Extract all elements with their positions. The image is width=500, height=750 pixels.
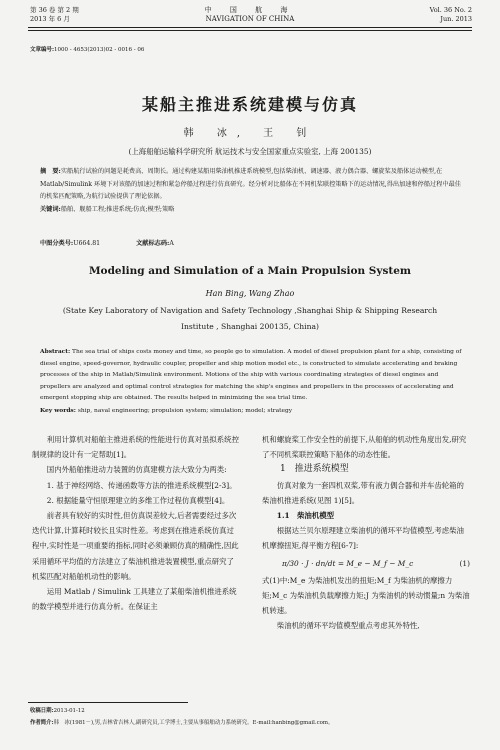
subsection-heading: 1.1 柴油机模型 [276, 511, 334, 521]
keywords-cn-text: 船舶、舰船工程;推进系统;仿真;模型;策略 [60, 205, 175, 213]
paragraph: 柴油机的循环平均值模型重点考虑其外特性, [276, 621, 420, 631]
list-item: 2. 根据能量守恒原理建立的多维工作过程仿真模型[4]。 [46, 495, 230, 505]
keywords-cn [40, 204, 462, 217]
equation-number: (1) [459, 558, 470, 568]
clc-label: 中图分类号: [40, 240, 74, 247]
doc-code [136, 240, 174, 247]
list-item: 1. 基于神经网络、传递函数等方法的推进系统模型[2-3]。 [46, 480, 237, 490]
footnote-author [30, 718, 480, 729]
abstract-en-body [40, 346, 462, 405]
header-right [430, 6, 472, 24]
footnote-received [30, 706, 480, 717]
paragraph: 运用 Matlab / Simulink 工具建立了某船柴油机推进系统的数学模型并进行仿真分析。在保证主 [32, 587, 237, 612]
journal-name-cn: 中 国 航 海 [204, 6, 296, 14]
section-heading: 1 推进系统模型 [280, 464, 349, 475]
date-cn: 2013 年 6 月 [30, 15, 70, 23]
body-right-column [262, 432, 470, 634]
clc-value: U664.81 [73, 240, 101, 247]
title-en: Modeling and Simulation of a Main Propulsion System [88, 265, 412, 277]
paragraph: 国内外船舶推进动力装置的仿真建模方法大致分为两类: [46, 465, 227, 475]
header-rule-bottom [28, 30, 472, 31]
paragraph: 式(1)中:M_e 为柴油机发出的扭矩;M_f 为柴油机的摩擦力矩;M_c 为柴油机负载摩擦力矩;J 为柴油机的转动惯量;n 为柴油机转速。 [262, 575, 470, 616]
abstract-cn-text: 实船航行试验的问题是耗费高、周期长。通过构建某船用柴油机推进系统模型,包括柴油机、调速器、液力偶合器、螺旋桨及船体运动模型,在 Matlab/Simulink 环境下对该船的加速过程和紧急停船过程进行仿真研究。经分析对比船体在不同机桨联控策略下的运动情况,得出加速和停船过程中最佳的机桨匹配策略,为航行试验提供了理论依据。 [40, 168, 461, 200]
author-bio: 韩 冰(1981－),男,吉林省吉林人,副研究员,工学博士,主要从事船舶动力系统研究。E-mail:hanbing@gmail.com。 [53, 720, 334, 726]
abstract-en-text: The sea trial of ships costs money and time, so people go to simulation. A model of diesel propulsion plant for a ship, consisting of diesel engine, speed-governor, hydraulic coupler, propeller and ship motion model etc., is constructed to simulate accelerating and braking processes of the ship in Matlab/Simulink environment. Motions of the ship with various coordinating strategies of diesel engines and propellers are analyzed and optimal control strategies for matching the ship's engines and propellers in the processes of accelerating and emergent stopping ship are obtained. The results helped in minimizing the sea trial time. [40, 349, 462, 402]
title-cn: 某船主推进系统建模与仿真 [141, 95, 358, 114]
header-rule-top [28, 27, 472, 28]
clc [40, 240, 100, 247]
abstract-cn-label: 摘 要: [40, 168, 61, 175]
body-left-column [32, 432, 240, 614]
paragraph: 利用计算机对船舶主推进系统的性能进行仿真对虽拟系统控制规律的设计有一定帮助[1]。 [32, 435, 239, 460]
volume-en: Vol. 36 No. 2 [429, 6, 472, 14]
keywords-en-label: Key words: [40, 406, 76, 414]
affiliation-cn: (上海船舶运输科学研究所 航运技术与安全国家重点实验室, 上海 200135) [128, 147, 372, 156]
paragraph: 仿真对象为一套四机双桨,带有液力偶合器和并车齿轮箱的柴油机推进系统(见图 1)[5]。 [262, 480, 464, 505]
keywords-cn-label: 关键词: [40, 205, 61, 213]
date-en: Jun. 2013 [440, 15, 472, 23]
abstract-en-label: Abstract: [40, 348, 71, 355]
classification-line [40, 238, 208, 247]
abstract-cn-body [40, 166, 462, 204]
received-label: 收稿日期: [30, 708, 54, 714]
paragraph: 前者具有较好的实时性,但仿真误差较大,后者需要经过多次迭代计算,计算耗时较长且实时性差。考虑到在推进系统仿真过程中,实时性是一项重要的指标,同时必须兼顾仿真的精确性,因此采用循环平均值的方法建立了柴油机推进装置模型,重点研究了机桨匹配对船舶机动性的影响。 [32, 511, 239, 581]
article-number-value: 1000 - 4653(2013)02 - 0016 - 06 [54, 47, 145, 53]
doc-code-value: A [169, 240, 174, 247]
equation-1 [262, 554, 470, 573]
authors-cn: 韩 冰, 王 钊 [183, 128, 317, 139]
footnote-rule [28, 702, 188, 703]
volume-cn: 第 36 卷 第 2 期 [30, 6, 79, 14]
article-number-label: 文章编号: [30, 47, 55, 53]
doc-code-label: 文献标志码: [136, 240, 170, 247]
author-bio-label: 作者简介: [30, 720, 54, 726]
journal-name-en: NAVIGATION OF CHINA [205, 15, 295, 23]
equation-body: π/30 · J · dn/dt = M_e − M_f − M_c [282, 558, 414, 568]
paragraph: 机和螺旋桨工作安全性的前提下,从船舶的机动性角度出发,研究了不同机桨联控策略下船体的动态性能。 [262, 435, 467, 460]
header-center [0, 6, 500, 24]
paragraph: 根据达兰贝尔原理建立柴油机的循环平均值模型,考虑柴油机摩擦扭矩,得平衡方程[6-7]: [262, 526, 464, 551]
affiliation-en: (State Key Laboratory of Navigation and Safety Technology ,Shanghai Ship & Shipping Research Institute , Shanghai 200135, China) [62, 306, 438, 331]
keywords-en [40, 405, 462, 418]
abstract-en [40, 346, 462, 418]
authors-en: Han Bing, Wang Zhao [205, 289, 295, 298]
article-number [30, 45, 144, 53]
keywords-en-text: ship, naval engineering; propulsion system; simulation; model; strategy [77, 407, 293, 414]
received-date: 2013-01-12 [53, 708, 85, 714]
abstract-cn [40, 166, 462, 216]
